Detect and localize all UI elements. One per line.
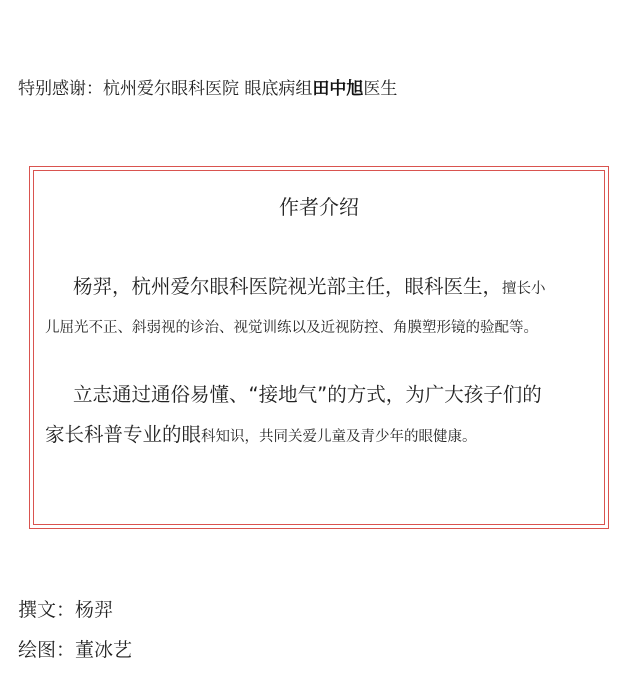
paragraph-2-line-2-large-text: 家长科普专业的眼 bbox=[45, 423, 202, 446]
author-intro-paragraph-2 bbox=[45, 375, 594, 455]
paragraph-1-line-1-small-text: 擅长小 bbox=[502, 281, 546, 297]
illustrator-credit: 绘图：董冰艺 bbox=[18, 639, 133, 661]
paragraph-2-line-1-large-text: 立志通过通俗易懂、“接地气”的方式，为广大孩子们的 bbox=[73, 383, 542, 406]
thanks-prefix: 特别感谢：杭州爱尔眼科医院 眼底病组 bbox=[18, 79, 313, 99]
thanks-doctor-name: 田中旭 bbox=[312, 79, 364, 99]
paragraph-1-line-1 bbox=[45, 267, 594, 307]
author-intro-paragraph-1 bbox=[45, 267, 594, 347]
author-intro-box bbox=[29, 166, 609, 529]
author-intro-title: 作者介绍 bbox=[279, 195, 359, 219]
paragraph-1-line-2-small-text: 儿屈光不正、斜弱视的诊治、视觉训练以及近视防控、角膜塑形镜的验配等。 bbox=[45, 320, 538, 336]
paragraph-1-line-1-large-text: 杨羿，杭州爱尔眼科医院视光部主任，眼科医生， bbox=[73, 275, 503, 298]
paragraph-2-line-2 bbox=[45, 415, 594, 455]
thanks-suffix: 医生 bbox=[363, 79, 398, 99]
paragraph-2-line-1 bbox=[45, 375, 594, 415]
author-intro-inner-border bbox=[33, 170, 605, 525]
special-thanks-line bbox=[18, 77, 397, 101]
writer-credit: 撰文：杨羿 bbox=[18, 599, 114, 621]
paragraph-1-line-2 bbox=[45, 307, 594, 347]
paragraph-2-line-2-small-text: 科知识，共同关爱儿童及青少年的眼健康。 bbox=[201, 429, 477, 445]
